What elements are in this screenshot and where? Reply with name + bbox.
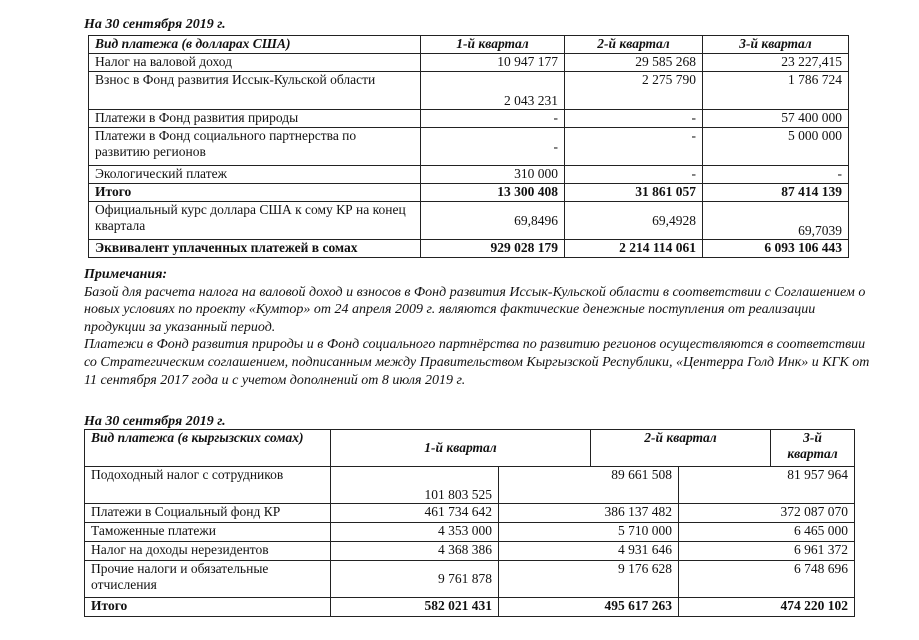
q2-value: - — [565, 166, 703, 184]
q1-value: 4 353 000 — [331, 523, 499, 542]
row-label: Официальный курс доллара США к сому КР на конец квартала — [89, 202, 421, 240]
q2-value: 69,4928 — [565, 202, 703, 240]
header-q1: 1-й квартал — [331, 430, 591, 467]
notes-title: Примечания: — [84, 267, 168, 282]
q2-value: 5 710 000 — [499, 523, 679, 542]
header-q3: 3-й квартал — [703, 36, 849, 54]
row-label: Платежи в Социальный фонд КР — [85, 504, 331, 523]
q1-value: - — [421, 128, 565, 166]
row-label: Эквивалент уплаченных платежей в сомах — [89, 240, 421, 258]
total-row — [85, 598, 855, 617]
header-payment-type: Вид платежа (в кыргызских сомах) — [85, 430, 331, 467]
q2-value: 495 617 263 — [499, 598, 679, 617]
q2-value: 31 861 057 — [565, 184, 703, 202]
note-paragraph: Базой для расчета налога на валовой доход и взносов в Фонд развития Иссык-Кульской области в соответствии с Соглашением о новых условиях по проекту «Кумтор» от 24 апреля 2009 г. являются фактические денежные поступления от реализации продукции за указанный период. — [84, 284, 866, 335]
q2-value: 4 931 646 — [499, 542, 679, 561]
note-paragraph: Платежи в Фонд развития природы и в Фонд социального партнёрства по развитию регионов осуществляются в соответствии со Стратегическим соглашением, подписанным между Правительством Кыргызской Республики, «Центерра Голд Инк» и КГК от 11 сентября 2017 года и с учетом дополнений от 8 июля 2019 г. — [84, 337, 870, 388]
table-row — [89, 54, 849, 72]
q3-value: 474 220 102 — [679, 598, 855, 617]
row-label: Подоходный налог с сотрудников — [85, 467, 331, 504]
q2-value: - — [565, 110, 703, 128]
table-row — [89, 166, 849, 184]
q3-value: 6 465 000 — [679, 523, 855, 542]
header-payment-type: Вид платежа (в долларах США) — [89, 36, 421, 54]
section2-heading: На 30 сентября 2019 г. — [84, 414, 226, 429]
q2-value: 2 214 114 061 — [565, 240, 703, 258]
header-q3: 3-й квартал — [771, 430, 855, 467]
q1-value: 929 028 179 — [421, 240, 565, 258]
som-payments-table-body — [84, 466, 855, 617]
table-row — [85, 561, 855, 598]
q1-value: 9 761 878 — [331, 561, 499, 598]
header-q2: 2-й квартал — [591, 430, 771, 467]
table-row — [89, 128, 849, 166]
q3-value: 6 748 696 — [679, 561, 855, 598]
row-label: Итого — [89, 184, 421, 202]
table-row — [85, 523, 855, 542]
q3-value: - — [703, 166, 849, 184]
header-q2: 2-й квартал — [565, 36, 703, 54]
q3-value: 372 087 070 — [679, 504, 855, 523]
q3-value: 87 414 139 — [703, 184, 849, 202]
table-row — [89, 72, 849, 110]
equivalent-som-row — [89, 240, 849, 258]
q1-value: 310 000 — [421, 166, 565, 184]
row-label: Платежи в Фонд социального партнерства по развитию регионов — [89, 128, 421, 166]
q1-value: 10 947 177 — [421, 54, 565, 72]
q3-value: 5 000 000 — [703, 128, 849, 166]
q2-value: 89 661 508 — [499, 467, 679, 504]
q1-value: - — [421, 110, 565, 128]
table-header-row — [89, 36, 849, 54]
usd-payments-table — [88, 35, 849, 258]
q3-value: 6 961 372 — [679, 542, 855, 561]
row-label: Налог на валовой доход — [89, 54, 421, 72]
row-label: Платежи в Фонд развития природы — [89, 110, 421, 128]
q2-value: 9 176 628 — [499, 561, 679, 598]
total-row — [89, 184, 849, 202]
q2-value: 29 585 268 — [565, 54, 703, 72]
q3-value: 69,7039 — [703, 202, 849, 240]
q2-value: 2 275 790 — [565, 72, 703, 110]
q2-value: - — [565, 128, 703, 166]
table-header-row — [85, 430, 855, 467]
q3-value: 57 400 000 — [703, 110, 849, 128]
q1-value: 582 021 431 — [331, 598, 499, 617]
som-payments-table — [84, 429, 855, 467]
q1-value: 2 043 231 — [421, 72, 565, 110]
q3-value: 6 093 106 443 — [703, 240, 849, 258]
q2-value: 386 137 482 — [499, 504, 679, 523]
row-label: Налог на доходы нерезидентов — [85, 542, 331, 561]
row-label: Экологический платеж — [89, 166, 421, 184]
table-row — [89, 110, 849, 128]
row-label: Таможенные платежи — [85, 523, 331, 542]
q3-value: 23 227,415 — [703, 54, 849, 72]
table-row — [85, 504, 855, 523]
q3-value: 1 786 724 — [703, 72, 849, 110]
q1-value: 69,8496 — [421, 202, 565, 240]
q1-value: 461 734 642 — [331, 504, 499, 523]
q1-value: 101 803 525 — [331, 467, 499, 504]
q1-value: 13 300 408 — [421, 184, 565, 202]
row-label: Взнос в Фонд развития Иссык-Кульской области — [89, 72, 421, 110]
q3-value: 81 957 964 — [679, 467, 855, 504]
table-row — [85, 467, 855, 504]
section1-heading: На 30 сентября 2019 г. — [84, 17, 226, 32]
row-label: Прочие налоги и обязательные отчисления — [85, 561, 331, 598]
row-label: Итого — [85, 598, 331, 617]
notes-block — [84, 266, 874, 389]
table-row — [85, 542, 855, 561]
header-q1: 1-й квартал — [421, 36, 565, 54]
q1-value: 4 368 386 — [331, 542, 499, 561]
exchange-rate-row — [89, 202, 849, 240]
